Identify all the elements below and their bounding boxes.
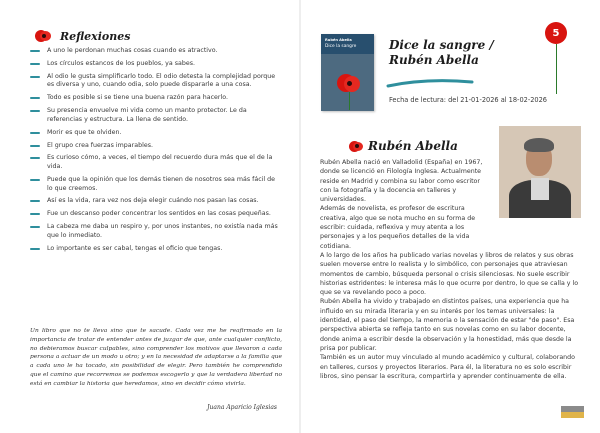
book-title: Dice la sangre /	[389, 38, 494, 52]
book-author: Rubén Abella	[389, 53, 479, 67]
bio-paragraph: También es un autor muy vinculado al mundo académico y cultural, colaborando en talleres, cursos y proyectos literarios. Para él, la literatura no es solo escribir libros, sino pensar la escritura, compartirla y aprender continuamente de ella.	[320, 354, 576, 380]
teal-swoosh	[386, 76, 476, 90]
dash-bullet-icon	[30, 63, 40, 65]
bio-paragraph: Además de novelista, es profesor de escritura creativa, algo que se nota mucho en su forma de escribir: cuidada, reflexiva y muy atenta a los personajes y a los pequeños detalles de la vida cotidiana.	[320, 205, 476, 250]
list-item: Puede que la opinión que los demás tienen de nosotros sea más fácil de lo que creemos.	[30, 176, 282, 193]
dash-bullet-icon	[30, 179, 40, 181]
entry-number-badge: 5	[545, 22, 567, 44]
list-item: La cabeza me daba un respiro y, por unos instantes, no existía nada más que lo inmediato.	[30, 223, 282, 240]
dash-bullet-icon	[30, 97, 40, 99]
review-quote: Un libro que no te lleva sino que te sacude. Cada vez me he reafirmado en la importancia de tratar de entender antes de juzgar de que, ante cualquier conflicto, no debieramos buscar culpables, sino comprender los motivos que llevaron a cada persona a actuar de un modo u otro; y en la necesidad de adaptarse a la familia que a cada uno le ha tocado, sin posibilidad de elegir. Pero también he comprendido que el camino que recorremos se podemos escogerlo y que la verdadera libertad no está en cambiar la historia que heredamos, sino en decidir cómo vivirla.	[30, 328, 282, 387]
list-item: Fue un descanso poder concentrar los sentidos en las cosas pequeñas.	[30, 210, 282, 219]
list-item: Lo importante es ser cabal, tengas el oficio que tengas.	[30, 245, 282, 254]
cover-title: Dice la sangre	[325, 44, 357, 49]
book-title-heading	[389, 38, 494, 68]
dash-bullet-icon	[30, 226, 40, 228]
quote-author: Juana Aparicio Iglesias	[207, 404, 277, 411]
dash-bullet-icon	[30, 110, 40, 112]
list-item: A uno le perdonan muchas cosas cuando es atractivo.	[30, 47, 282, 56]
list-item: Los círculos estancos de los pueblos, ya sabes.	[30, 60, 282, 69]
dash-bullet-icon	[30, 76, 40, 78]
author-section-title: Rubén Abella	[368, 139, 458, 153]
list-item: Todo es posible si se tiene una buena razón para hacerlo.	[30, 94, 282, 103]
poppy-icon	[337, 74, 361, 94]
list-item: El grupo crea fuerzas imparables.	[30, 142, 282, 151]
dash-bullet-icon	[30, 157, 40, 159]
dash-bullet-icon	[30, 248, 40, 250]
list-item: Morir es que te olviden.	[30, 129, 282, 138]
bio-paragraph: Rubén Abella ha vivido y trabajado en distintos países, una experiencia que ha influido en su mirada literaria y en su interés por los temas universales: la identidad, el paso del tiempo, la memoria o la sensación de estar "de paso". Esa perspectiva abierta se refleja tanto en sus novelas como en su labor docente, donde anima a escribir desde la observación y la honestidad, más que desde la prisa por publicar.	[320, 298, 575, 352]
list-item: Al odio le gusta simplificarlo todo. El odio detesta la complejidad porque es diversa y uno, cuando odia, solo puede dispararle a una cosa.	[30, 73, 282, 90]
dash-bullet-icon	[30, 132, 40, 134]
book-cover	[321, 34, 374, 111]
dash-bullet-icon	[30, 213, 40, 215]
cover-author: Rubén Abella	[325, 38, 352, 42]
dash-bullet-icon	[30, 200, 40, 202]
list-item: Es curioso cómo, a veces, el tiempo del recuerdo dura más que el de la vida.	[30, 154, 282, 171]
dash-bullet-icon	[30, 145, 40, 147]
list-item: Así es la vida, rara vez nos deja elegir cuándo nos pasan las cosas.	[30, 197, 282, 206]
list-item: Su presencia envuelve mi vida como un manto protector. Le da referencias y estructura. La llena de sentido.	[30, 107, 282, 124]
dash-bullet-icon	[30, 50, 40, 52]
left-page	[0, 0, 299, 433]
reading-date: Fecha de lectura: del 21-01-2026 al 18-02-2026	[389, 96, 547, 104]
poppy-icon	[349, 141, 363, 152]
library-logo	[561, 406, 584, 418]
author-bio	[320, 158, 582, 381]
poppy-stem	[556, 44, 557, 94]
bio-paragraph: A lo largo de los años ha publicado varias novelas y libros de relatos y sus obras suelen moverse entre lo realista y lo simbólico, con personajes que atraviesan momentos de cambio, búsqueda personal o crisis silenciosas. No suele escribir historias estridentes: le interesa más lo que ocurre por dentro, lo que se calla y lo que se va revelando poco a poco.	[320, 251, 579, 297]
reflections-list	[30, 47, 282, 258]
section-title-reflexiones: Reflexiones	[60, 30, 131, 43]
bio-paragraph: Rubén Abella nació en Valladolid (España) en 1967, donde se licenció en Filología Inglesa. Actualmente reside en Madrid y combina su labor como escritor con la fotografía y la docencia en talleres y universidades.	[320, 159, 483, 204]
poppy-icon	[35, 30, 51, 42]
